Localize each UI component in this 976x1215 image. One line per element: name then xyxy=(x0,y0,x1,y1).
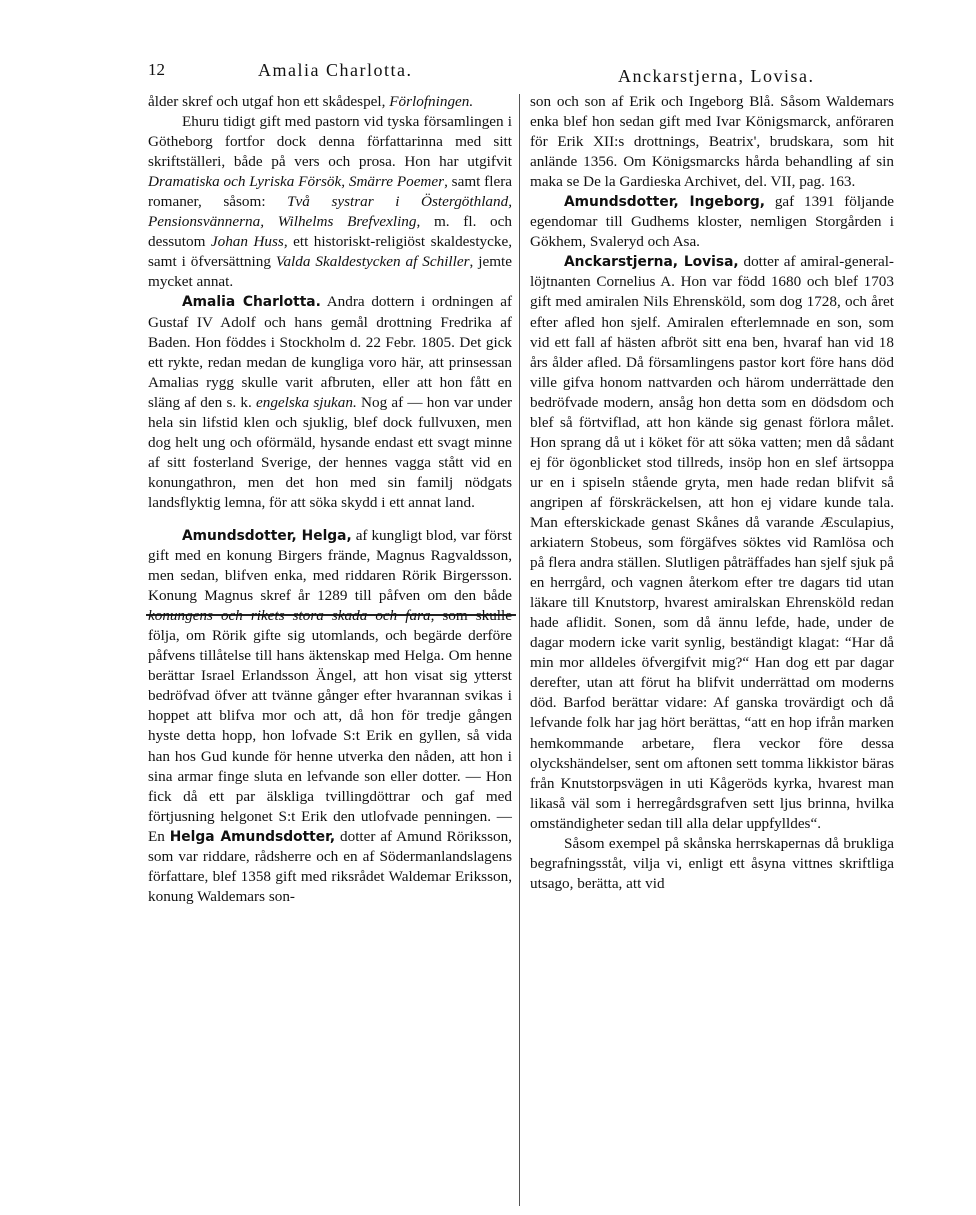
text-run: Andra dottern i ordningen af Gustaf IV Adolf och hans gemål drottning Fredrika af Baden. Hon föddes i Stockholm d. 22 Febr. 1805. Det gick ett rykte, redan medan de kungliga voro här, att prinsessan Amalias rygg skulle varit afbruten, eller att hon fått en släng af den s. k. xyxy=(148,293,513,411)
text-run: som skulle följa, om Rörik gifte sig utomlands, och begärde derföre påfvens tillåtelse till hans äktenskap med Helga. Om henne berättar Israel Erlandsson Ängel, att hon visat sig ytterst bedröfvad öfver att tvänne gånger efter hvarannan svikas i hoppet att blifva mor och att, då hon för tredje gången hyste detta hopp, hon lofvade S:t Erik en gyllen, så vida han hos Gud kunde för henne utverka den nåden, att hon i sina armar finge sluta en lefvande son eller dotter. — Hon fick då ett par älskliga tvillingdöttrar och gaf med förtjusning helgonet S:t Erik den utlofvade penningen. — En xyxy=(148,607,512,845)
entry-amundsdotter-ingeborg xyxy=(530,192,894,252)
entry-headword: Amundsdotter, Ingeborg, xyxy=(564,194,765,211)
italic-phrase: konungens och rikets stora skada och fara, xyxy=(148,607,435,625)
entry-anckarstjerna-lovisa xyxy=(530,252,894,833)
text-run: dotter af amiral-general-löjtnanten Cornelius A. Hon var född 1680 och blef 1703 gift med amiralen Nils Ehrensköld, som dog 1728, och året efter afled hon sjelf. Amiralen efterlemnade en son, som vid ett fall af hästen afbröt sitt ena ben, hvaraf han vid 18 års ålder afled. Då församlingens pastor kort före hans död ville gifva honom nattvarden och härom underrättade den bedröfvade modern, ansåg hon detta som en dödsdom och blef så förtviflad, att hon kände sig genast förlora målet. Hon sprang då ut i köket för att söka vatten; men då sådant ej för ögonblicket stod tillreds, insöp hon en slef ärtsoppa ur en i spiseln stående gryta, men hade redan blifvit så angripen af förskräckelsen, att hon ej vidare kunde tala. Man efterskickade genast Skånes då varande Æsculapius, arkiatern Stobeus, som förgäfves söktes vid Ramlösa och på flera andra ställen. Slutligen påträffades han sjelf sjuk på en herrgård, och vagnen återkom efter tre dagars tid utan läkare till Knutstorp, hvarest amiralskan Ehrensköld redan hade aflidit. Sonen, som då ännu lefde, hade, under de dagar modern icke varit synlig, beständigt klagat: “Har då min mor alldeles öfvergifvit mig?“ Han dog ett par dagar derefter, utan att förut ha blifvit underrättad om moderns död. Barfod berättar vidare: Af ganska trovärdigt och då lefvande folk har jag hört berättas, “att en hop ifrån marken hemkommande arbetare, flera veckor före dessa olyckshändelser, sent om aftonen sett tomma likkistor bäras från Knutstorpsvägen in uti Kågeröds kyrka, hvarest man likaså väl som i herregårdsgrafven sett ljus brinna, hvilka omständigheter sedan till alla delar uppfylldes“. xyxy=(530,253,894,832)
left-column xyxy=(148,92,512,907)
text-run: Såsom exempel på skånska herrskapernas då brukliga begrafningsståt, vilja vi, enligt ett åsyna vittnes skriftliga utsago, berätta, att vid xyxy=(530,834,894,892)
right-column xyxy=(530,92,894,894)
italic-title: Två systrar i Östergöthland, Pensionsvännerna, Wilhelms Brefvexling xyxy=(148,193,512,231)
running-head-right: Anckarstjerna, Lovisa. xyxy=(618,66,815,86)
running-head-left: Amalia Charlotta. xyxy=(258,60,413,80)
paragraph-funeral-customs xyxy=(530,834,894,894)
paragraph-continuation xyxy=(148,92,512,112)
text-run: , ett historiskt-religiöst skaldestycke, samt i öfversättning xyxy=(148,233,513,271)
text-run: gaf 1391 följande egendomar till Gudhems kloster, nemligen Storgården i Gökhem, Svaleryd och Asa. xyxy=(530,193,894,251)
italic-phrase: engelska sjukan. xyxy=(255,393,357,411)
entry-amalia-charlotta xyxy=(148,292,512,513)
italic-title: Dramatiska och Lyriska Försök, Smärre Poemer xyxy=(148,173,445,191)
text-run: af kungligt blod, var först gift med en konung Birgers frände, Magnus Ragvaldsson, men sedan, blifven enka, med riddaren Rörik Birgersson. Konung Magnus skref år 1289 till påfven om den både xyxy=(148,526,512,605)
text-run: , jemte mycket annat. xyxy=(148,253,513,291)
text-run: ålder skref och utgaf hon ett skådespel, xyxy=(148,93,390,110)
text-run: son och son af Erik och Ingeborg Blå. Såsom Waldemars enka blef hon sedan gift med Ivar Königsmarck, anföraren för Erik XII:s drottnings, Beatrix', brudskara, som hit anlände 1356. Om Königsmarcks hårda behandling af sin maka se De la Gardieska Archivet, del. VII, pag. 163. xyxy=(530,93,894,191)
entry-subheadword: Helga Amundsdotter, xyxy=(169,828,336,845)
entry-headword: Anckarstjerna, Lovisa, xyxy=(564,254,739,271)
column-divider xyxy=(519,94,520,1206)
italic-title: Johan Huss xyxy=(210,233,284,251)
paragraph-author-works xyxy=(148,112,512,292)
italic-title: Förlofningen. xyxy=(389,93,474,110)
paragraph-continuation xyxy=(530,92,894,192)
text-run: , samt flera romaner, såsom: xyxy=(148,173,512,211)
entry-amundsdotter-helga xyxy=(148,526,512,907)
text-run: , m. fl. och dessutom xyxy=(148,213,512,251)
italic-title: Valda Skaldestycken af Schiller xyxy=(275,253,470,271)
page-number: 12 xyxy=(148,60,165,79)
text-run: dotter af Amund Röriksson, som var riddare, rådsherre och en af Södermanlandslagens författare, blef 1358 gift med riksrådet Waldemar Eriksson, konung Waldemars son- xyxy=(148,827,512,905)
entry-headword: Amalia Charlotta. xyxy=(182,294,321,311)
text-run: Ehuru tidigt gift med pastorn vid tyska församlingen i Götheborg fortfor dock denna författarinna med sitt skriftställeri, både på vers och prosa. Hon har utgifvit xyxy=(148,113,512,171)
entry-headword: Amundsdotter, Helga, xyxy=(182,527,352,544)
text-run: Nog af — hon var under hela sin lifstid klen och sjuklig, blef dock fullvuxen, men dog helt ung och oförmäld, hysande endast ett svagt minne af sitt fosterland Sverige, der hennes vagga stått vid en konungathron, men det hon med sin familj nödgats landsflyktig lemna, för att söka skydd i ett annat land. xyxy=(148,393,512,511)
